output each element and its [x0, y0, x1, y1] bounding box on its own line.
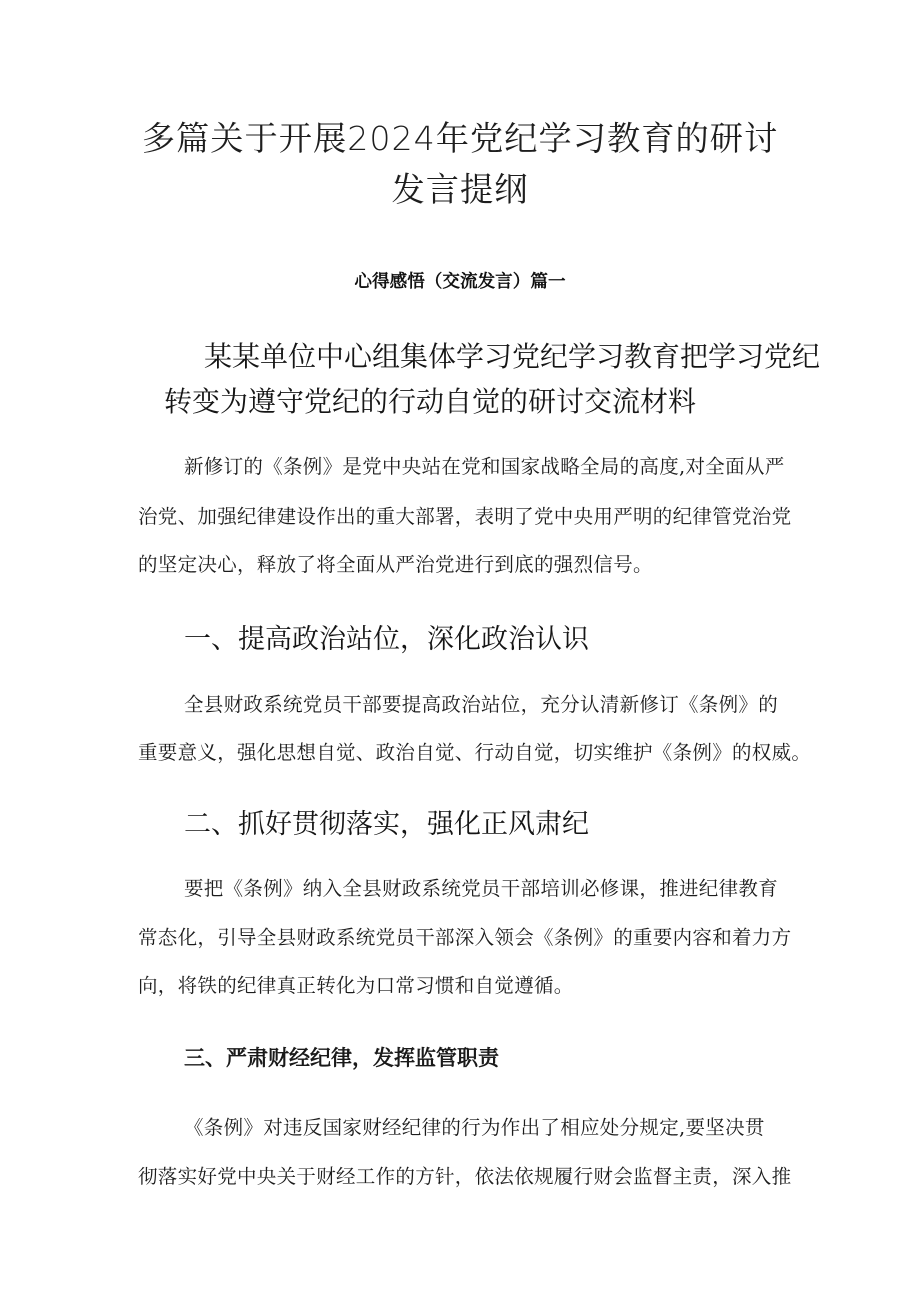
section2-paragraph-line2: 常态化，引导全县财政系统党员干部深入领会《条例》的重要内容和着力方 — [138, 926, 792, 949]
intro-paragraph-line2: 治党、加强纪律建设作出的重大部署，表明了党中央用严明的纪律管党治党 — [138, 505, 792, 528]
section1-paragraph-line1: 全县财政系统党员干部要提高政治站位，充分认清新修订《条例》的 — [184, 693, 779, 716]
document-title-line1: 多篇关于开展2024年党纪学习教育的研讨 — [141, 119, 779, 158]
article-title-line2: 转变为遵守党纪的行动自觉的研讨交流材料 — [164, 385, 697, 418]
section2-paragraph-line3: 向，将铁的纪律真正转化为口常习惯和自觉遵循。 — [138, 974, 574, 997]
article-title-line1: 某某单位中心组集体学习党纪学习教育把学习党纪 — [204, 340, 821, 373]
section3-paragraph-line1: 《条例》对违反国家财经纪律的行为作出了相应处分规定,要坚决贯 — [184, 1116, 765, 1139]
section3-paragraph-line2: 彻落实好党中央关于财经工作的方针，依法依规履行财会监督主责，深入推 — [138, 1165, 792, 1188]
document-title-line2: 发言提纲 — [391, 170, 529, 209]
intro-paragraph-line3: 的坚定决心，释放了将全面从严治党进行到底的强烈信号。 — [138, 553, 653, 576]
section1-paragraph-line2: 重要意义，强化思想自觉、政治自觉、行动自觉，切实维护《条例》的权威。 — [138, 741, 812, 764]
intro-paragraph-line1: 新修订的《条例》是党中央站在党和国家战略全局的高度,对全面从严 — [184, 455, 785, 478]
section1-heading: 一、提高政治站位，深化政治认识 — [184, 624, 589, 655]
section2-heading: 二、抓好贯彻落实，强化正风肃纪 — [184, 809, 589, 840]
section2-paragraph-line1: 要把《条例》纳入全县财政系统党员干部培训必修课，推进纪律教育 — [184, 877, 779, 900]
section3-heading: 三、严肃财经纪律，发挥监管职责 — [184, 1045, 499, 1070]
document-subtitle: 心得感悟（交流发言）篇一 — [354, 271, 566, 292]
